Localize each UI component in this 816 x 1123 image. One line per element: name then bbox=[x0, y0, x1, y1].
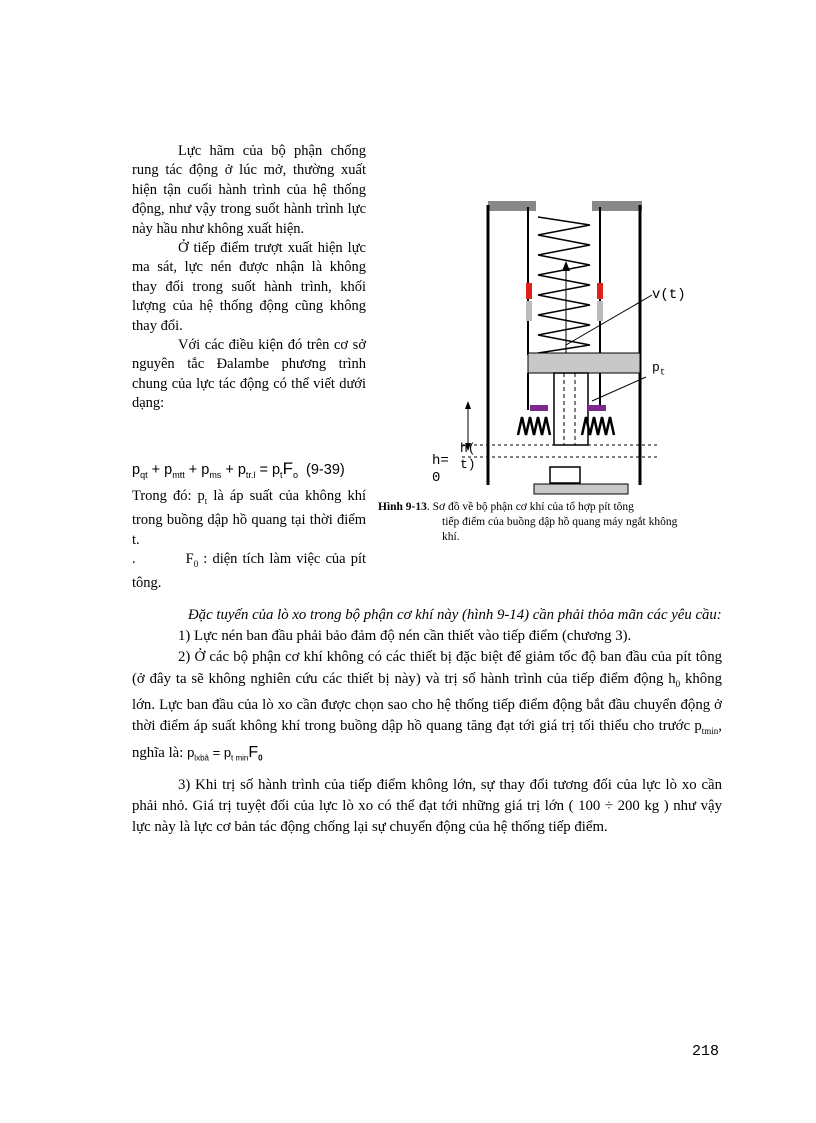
contact-pad-right-red bbox=[597, 283, 603, 299]
fixed-contact bbox=[550, 467, 580, 483]
paragraph-friction: Ở tiếp điểm trượt xuất hiện lực ma sát, lực nén được nhận là không thay đổi trong suốt hành trình, khối lượng của hệ thống động cũng không thay đổi. bbox=[132, 240, 366, 334]
purple-pad-left bbox=[530, 405, 548, 411]
formula-initial-force: $p_{lxbâ} = p_{t min}F_0$ bbox=[187, 744, 263, 763]
label-h-t-2: t) bbox=[460, 457, 476, 472]
requirement-1: 1) Lực nén ban đầu phải bảo đảm độ nén cần thiết vào tiếp điểm (chương 3). bbox=[178, 628, 632, 645]
label-velocity: v(t) bbox=[652, 287, 686, 303]
definition-f0: . $F_0$ : diện tích làm việc của pít tông. bbox=[132, 551, 366, 592]
main-spring bbox=[538, 217, 590, 353]
left-column-text bbox=[132, 142, 366, 414]
label-pressure: $p_t$ bbox=[652, 360, 666, 378]
figure-9-13-piston-diagram bbox=[420, 195, 710, 505]
caption-figure-number: Hình 9-13 bbox=[378, 501, 427, 513]
label-h-t-1: h( bbox=[460, 441, 476, 456]
purple-pad-right bbox=[588, 405, 606, 411]
piston-plate bbox=[528, 353, 640, 373]
equation-definitions bbox=[132, 487, 366, 594]
equation-9-39: $p_{qt} + p_{mtt} + p_{ms} + p_{tr.l} = p_tF_o$ (9-39) bbox=[132, 459, 345, 480]
base-plate bbox=[534, 484, 628, 494]
requirement-3: 3) Khi trị số hành trình của tiếp điểm không lớn, sự thay đổi tương đối của lực lò xo cần phải nhỏ. Giá trị tuyệt đối của lực lò xo có thể đạt tới những giá trị lớn ( 100 ÷ 200 kg ) như vậy lực này là lực cơ bản tác động chống lại sự chuyển động của hệ thống tiếp điểm. bbox=[132, 776, 722, 836]
figure-caption: Hình 9-13. Sơ đồ về bộ phận cơ khí của tổ hợp pít tông tiếp điểm của buồng dập hồ quang máy ngắt không khí. bbox=[378, 501, 678, 543]
dimension-arrow-up bbox=[465, 401, 471, 409]
equation-number: (9-39) bbox=[306, 462, 345, 478]
contact-pad-right-gray bbox=[597, 301, 603, 321]
requirement-2: 2) Ở các bộ phận cơ khí không có các thiết bị đặc biệt để giảm tốc độ ban đầu của pít tông (ở đây ta sẽ không nghiên cứu các thiết bị này) và trị số hành trình của tiếp điểm động $h_0$ không lớn. Lực ban đầu của lò xo cần được chọn sao cho hệ thống tiếp điểm động bắt đầu chuyển động ở thời điểm áp suất không khí trong buồng dập hồ quang tăng đạt tới giá trị tối thiểu cho trước $p_{tmin}$, nghĩa là: $p_{lxbâ} = p_{t min}F_0$ bbox=[132, 649, 722, 763]
paragraph-damping: Lực hãm của bộ phận chống rung tác động ở lúc mở, thường xuất hiện tận cuối hành trình của hệ thống động, như vậy trong suốt hành trình lực này hầu như không xuất hiện. bbox=[132, 143, 366, 237]
label-h-equals: h= bbox=[432, 453, 449, 469]
requirements-intro: Đặc tuyến của lò xo trong bộ phận cơ khí này (hình 9-14) cần phải thỏa mãn các yêu cầu: bbox=[188, 607, 722, 623]
spring-arrow bbox=[562, 261, 570, 271]
page-number: 218 bbox=[692, 1043, 720, 1060]
contact-pad-left-red bbox=[526, 283, 532, 299]
small-spring-left bbox=[518, 417, 550, 435]
contact-pad-left-gray bbox=[526, 301, 532, 321]
main-body-text bbox=[132, 605, 722, 839]
label-h-zero: 0 bbox=[432, 470, 441, 486]
paragraph-dalambert: Với các điều kiện đó trên cơ sở nguyên tắc Đalambe phương trình chung của lực tác động có thể viết dưới dạng: bbox=[132, 337, 366, 412]
definition-pt: Trong đó: $p_t$ là áp suất của không khí trong buồng dập hồ quang tại thời điểm t. bbox=[132, 488, 366, 548]
